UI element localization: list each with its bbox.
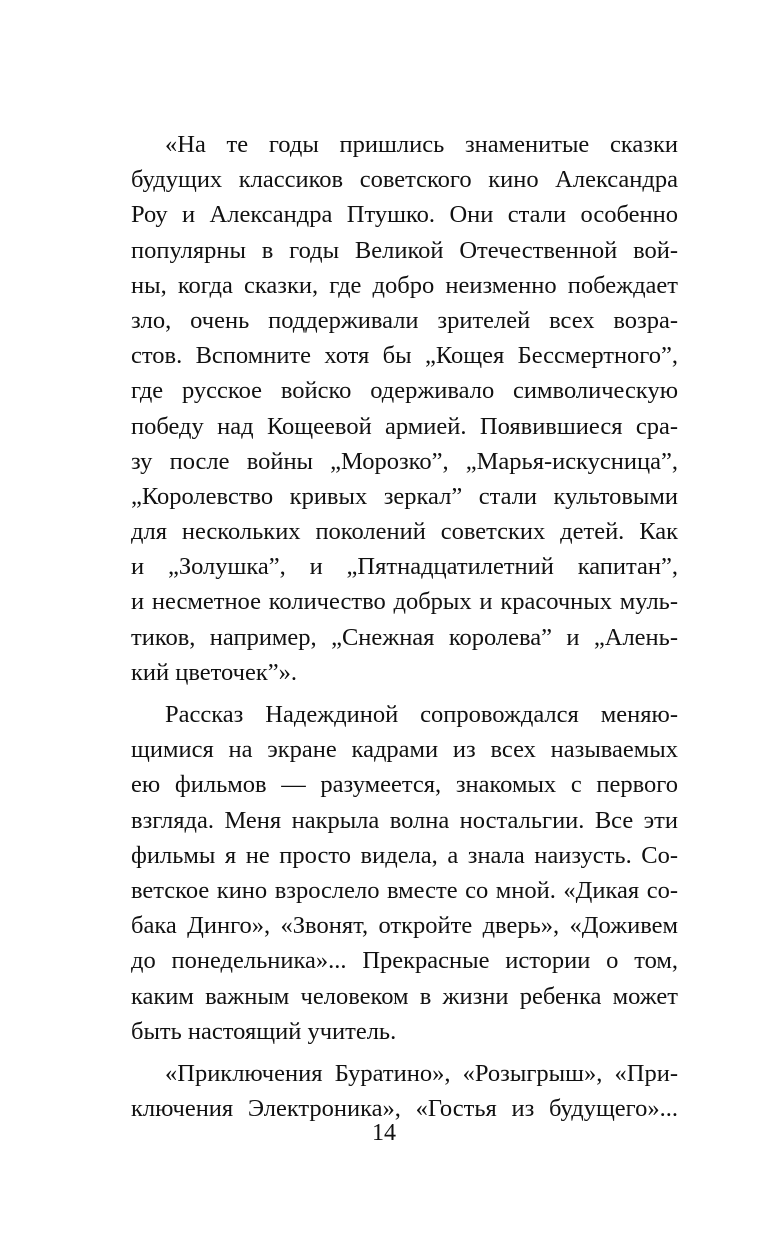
text-line: ключения Электроника», «Гостья из будущего»... xyxy=(131,1095,678,1123)
text-line: «Приключения Буратино», «Розыгрыш», «При- xyxy=(165,1059,678,1087)
text-line: бака Динго», «Звонят, откройте дверь», «Доживем xyxy=(131,912,678,940)
text-line: популярны в годы Великой Отечественной вой- xyxy=(131,236,678,264)
text-line: зло, очень поддерживали зрителей всех возра- xyxy=(131,306,678,334)
text-line: ею фильмов — разумеется, знакомых с первого xyxy=(131,771,678,799)
text-line: зу после войны „Морозко”, „Марья-искусница”, xyxy=(131,447,678,475)
text-line: тиков, например, „Снежная королева” и „Алень- xyxy=(131,623,678,651)
paragraph-film-list xyxy=(131,1056,678,1126)
text-line: «На те годы пришлись знаменитые сказки xyxy=(165,131,678,158)
text-line: фильмы я не просто видела, а знала наизусть. Со- xyxy=(131,841,678,869)
page-number: 14 xyxy=(372,1120,396,1146)
text-line: стов. Вспомните хотя бы „Кощея Бессмертного”, xyxy=(131,342,678,370)
text-line: где русское войско одерживало символическую xyxy=(131,377,678,405)
text-line: Рассказ Надеждиной сопровождался меняю- xyxy=(165,701,678,728)
text-line: кий цветочек”». xyxy=(131,658,298,686)
body-text xyxy=(131,127,678,1126)
text-line: победу над Кощеевой армией. Появившиеся сра- xyxy=(131,412,678,440)
paragraph-narration xyxy=(131,697,678,1049)
text-line: до понедельника»... Прекрасные истории о том, xyxy=(131,947,678,975)
text-line: быть настоящий учитель. xyxy=(131,1017,397,1045)
text-line: будущих классиков советского кино Александра xyxy=(131,166,678,194)
text-line: взгляда. Меня накрыла волна ностальгии. Все эти xyxy=(131,806,678,834)
text-line: для нескольких поколений советских детей. Как xyxy=(131,518,678,546)
text-line: ветское кино взрослело вместе со мной. «Дикая со- xyxy=(131,876,678,904)
text-line: каким важным человеком в жизни ребенка может xyxy=(131,982,678,1010)
paragraph-quote xyxy=(131,127,678,690)
text-line: Роу и Александра Птушко. Они стали особенно xyxy=(131,201,678,229)
text-line: ны, когда сказки, где добро неизменно побеждает xyxy=(131,271,678,299)
text-line: и несметное количество добрых и красочных муль- xyxy=(131,588,678,616)
text-line: „Королевство кривых зеркал” стали культовыми xyxy=(131,482,678,510)
text-line: и „Золушка”, и „Пятнадцатилетний капитан”, xyxy=(131,553,678,581)
text-line: щимися на экране кадрами из всех называемых xyxy=(131,736,678,764)
